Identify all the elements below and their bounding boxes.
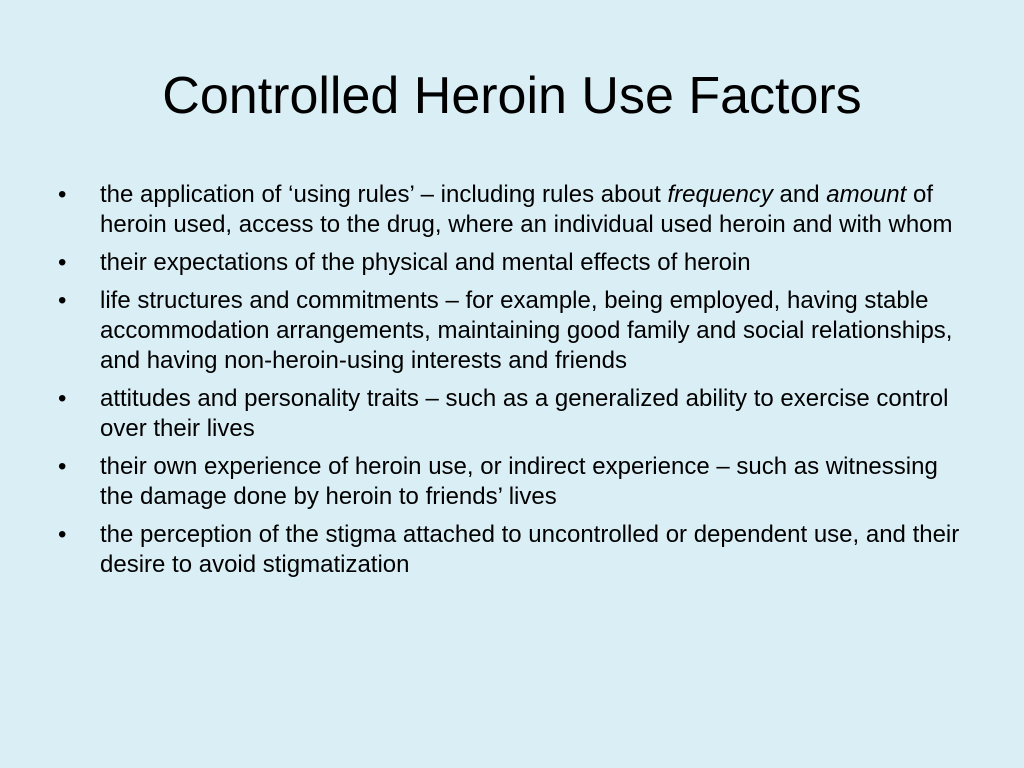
bullet-marker: • bbox=[58, 249, 67, 276]
bullet-item bbox=[56, 286, 976, 376]
bullet-marker: • bbox=[58, 521, 67, 548]
bullet-text bbox=[100, 453, 938, 510]
bullet-item bbox=[56, 248, 976, 278]
bullet-emphasis: frequency bbox=[667, 181, 773, 208]
bullet-segment: their own experience of heroin use, or indirect experience – such as witnessing the damage done by heroin to friends’ lives bbox=[100, 453, 938, 510]
slide-title: Controlled Heroin Use Factors bbox=[162, 67, 862, 125]
bullet-text bbox=[100, 385, 948, 442]
bullet-item bbox=[56, 384, 976, 444]
bullet-text bbox=[100, 181, 953, 238]
bullet-marker: • bbox=[58, 385, 67, 412]
bullet-emphasis: amount bbox=[826, 181, 907, 208]
bullet-item bbox=[56, 180, 976, 240]
bullet-marker: • bbox=[58, 181, 67, 208]
bullet-segment: the application of ‘using rules’ – including rules about bbox=[100, 181, 668, 208]
bullet-text bbox=[100, 287, 952, 374]
bullet-text bbox=[100, 249, 751, 276]
bullet-marker: • bbox=[58, 287, 67, 314]
bullet-segment: the perception of the stigma attached to uncontrolled or dependent use, and their desire to avoid stigmatization bbox=[100, 521, 960, 578]
bullet-list bbox=[56, 180, 976, 588]
bullet-segment: life structures and commitments – for example, being employed, having stable accommodation arrangements, maintaining good family and social relationships, and having non-heroin-using interests and friends bbox=[100, 287, 953, 374]
bullet-segment: attitudes and personality traits – such as a generalized ability to exercise control over their lives bbox=[100, 385, 949, 442]
bullet-segment: and bbox=[772, 181, 827, 208]
bullet-segment: of heroin used, access to the drug, where an individual used heroin and with whom bbox=[100, 181, 953, 238]
bullet-item bbox=[56, 452, 976, 512]
bullet-item bbox=[56, 520, 976, 580]
bullet-marker: • bbox=[58, 453, 67, 480]
bullet-segment: their expectations of the physical and mental effects of heroin bbox=[100, 249, 751, 276]
bullet-text bbox=[100, 521, 959, 578]
